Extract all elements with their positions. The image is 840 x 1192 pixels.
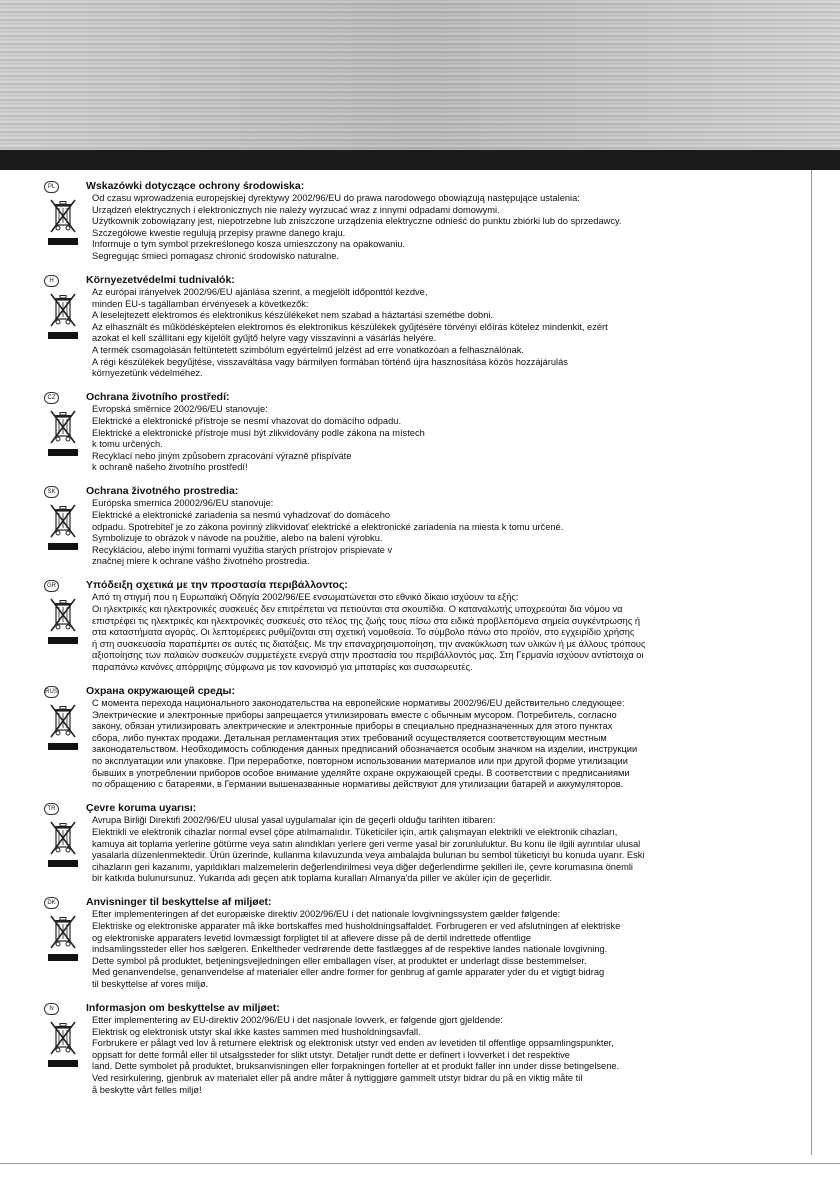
- body-line: Elektrisk og elektronisk utstyr skal ikke kastes sammen med husholdningsavfall.: [92, 1026, 421, 1037]
- body-line: yasalarla düzenlenmektedir. Ürün üzerinde, kullanma kılavuzunda veya ambalajda bulunan bu sembol tüketiciyi bu konuda uyarır. Eski: [92, 850, 645, 861]
- language-code-badge: GR: [44, 580, 59, 592]
- body-line: og elektroniske apparaters levetid lovmæssigt forpligtet til at aflevere disse på de dertil indrettede offentlige: [92, 932, 532, 943]
- language-code-badge: N: [44, 1003, 59, 1015]
- body-line: Elektrické a elektronické zariadenia sa nesmú vyhadzovať do domáceho: [92, 509, 391, 520]
- bin-underbar: [48, 743, 78, 750]
- body-line: Od czasu wprowadzenia europejskiej dyrektywy 2002/96/EU do prawa narodowego obowiązują następujące ustalenia:: [92, 193, 580, 203]
- language-code-badge: PL: [44, 181, 59, 193]
- section-title: Környezetvédelmi tudnivalók:: [86, 274, 235, 287]
- body-line: til beskyttelse af vores miljø.: [92, 978, 209, 989]
- body-line: αξιοποίησης των παλαιών συσκευών συμμετέχετε ενεργά στην προστασία του περιβάλλοντός μας. Στη Γερμανία ισχύουν αντίστοιχα οι: [92, 650, 644, 661]
- section-body: [92, 498, 664, 568]
- body-line: å beskytte vårt felles miljø!: [92, 1084, 202, 1095]
- crossed-bin-icon: [48, 913, 78, 955]
- section-title: Informasjon om beskyttelse av miljøet:: [86, 1002, 280, 1015]
- body-line: minden EU-s tagállamban érvényesek a következők:: [92, 298, 309, 309]
- body-line: законодательством. Необходимость соблюдения данных предписаний обозначается особым значком на изделии, инструкции: [92, 744, 638, 755]
- body-line: Ved resirkulering, gjenbruk av materialet eller på andre måter å nyttiggjøre gammelt utstyr bidrar du på en viktig måte til: [92, 1073, 583, 1084]
- body-line: Európska smernica 20002/96/EU stanovuje:: [92, 498, 274, 509]
- body-line: oppsatt for dette formål eller til utsalgssteder for slikt utstyr. Detaljer rundt dette er definert i lovverket i det respektive: [92, 1049, 570, 1060]
- bin-underbar: [48, 238, 78, 245]
- body-line: Elektrické a elektronické přístroje musí být zlikvidovány podle zákona na místech: [92, 427, 425, 438]
- body-line: Symbolizuje to obrázok v návode na použitie, alebo na balení výrobku.: [92, 533, 383, 544]
- body-line: odpadu. Spotrebiteľ je zo zákona povinný zlikvidovať elektrické a elektronické zariadenia na miesta k tomu určené.: [92, 521, 564, 532]
- body-line: Szczegółowe kwestie regulują przepisy prawne danego kraju.: [92, 227, 346, 238]
- bin-underbar: [48, 449, 78, 456]
- body-line: Recykláciou, alebo inými formami využitia starých prístrojov prispievate v: [92, 544, 393, 555]
- body-line: k ochraně našeho životního prostředí!: [92, 462, 248, 473]
- body-line: Elektrické a elektronické přístroje se nesmí vhazovat do domácího odpadu.: [92, 415, 402, 426]
- crossed-bin-icon: [48, 819, 78, 861]
- body-line: επιστρέφει τις ηλεκτρικές και ηλεκτρονικές συσκευές στο τέλος της ζωής τους πίσω στα ειδικά προβλεπόμενα σημεία συγκέντρωσης ή: [92, 615, 641, 626]
- body-line: στα καταστήματα αγοράς. Οι λεπτομέρειες ρυθμίζονται στη σχετική νομοθεσία. Το σύμβολο πάνω στο προϊόν, στο εγχειρίδιο χρήσης: [92, 627, 635, 638]
- language-code-badge: H: [44, 275, 59, 287]
- body-line: бывших в употреблении приборов особое внимание уделяйте охране окружающей среды. В соответствии с предписаниями: [92, 767, 630, 778]
- language-section: [44, 579, 664, 673]
- section-title: Охрана окружающей среды:: [86, 685, 235, 698]
- body-line: Urządzeń elektrycznych i elektronicznych nie należy wyrzucać wraz z innymi odpadami domowymi.: [92, 204, 500, 215]
- margin-rule: [811, 170, 812, 1155]
- body-line: закону, обязан утилизировать электрические и электронные приборы в специально предназначенных для этого пунктах: [92, 721, 613, 732]
- crossed-bin-icon: [48, 1019, 78, 1061]
- body-line: környezetünk védelméhez.: [92, 368, 203, 379]
- language-section: [44, 485, 664, 568]
- language-section: [44, 685, 664, 791]
- body-line: Elektrikli ve elektronik cihazlar normal evsel çöpe atılmamalıdır. Tüketiciler için, artık çalışmayan elektrikli ve elektronik cihazları,: [92, 826, 618, 837]
- crossed-bin-icon: [48, 596, 78, 638]
- section-body: [92, 815, 664, 885]
- language-section: [44, 180, 664, 263]
- crossed-bin-icon: [48, 702, 78, 744]
- bin-underbar: [48, 332, 78, 339]
- body-line: Efter implementeringen af det europæiske direktiv 2002/96/EU i det nationale lovgivningssystem gælder følgende:: [92, 909, 561, 920]
- body-line: A termék csomagolásán feltüntetett szimbólum egyértelmű jelzést ad erre vonatkozóan a felhasználónak.: [92, 345, 525, 356]
- crossed-bin-icon: [48, 502, 78, 544]
- bin-underbar: [48, 954, 78, 961]
- language-code-badge: SK: [44, 486, 59, 498]
- section-title: Υπόδειξη σχετικά με την προστασία περιβάλλοντος:: [86, 579, 348, 592]
- body-line: bir katkıda bulunursunuz. Yukarıda adı geçen atık toplama kuralları Almanya'da piller ve aküler için de geçerlidir.: [92, 873, 552, 884]
- bin-underbar: [48, 637, 78, 644]
- section-body: [92, 592, 664, 673]
- language-section: [44, 274, 664, 380]
- body-line: по эксплуатации или упаковке. При переработке, повторном использовании материалов или при другой форме утилизации: [92, 756, 628, 767]
- body-line: cihazların geri kazanımı, yapıldıkları malzemelerin değerlendirilmesi veya diğer değerlendirme şekilleri ile, çevre korumasına önemli: [92, 861, 633, 872]
- body-line: сбора, либо пунктах продажи. Детальная регламентация этих требований осуществляется соответствующим местным: [92, 732, 607, 743]
- body-line: Użytkownik zobowiązany jest, niepotrzebne lub zniszczone urządzenia elektryczne odnieść do punktu zbiórki lub do sprzedawcy.: [92, 216, 622, 227]
- section-body: [92, 287, 664, 380]
- footer-rule: [0, 1163, 840, 1164]
- crossed-bin-icon: [48, 291, 78, 333]
- section-title: Anvisninger til beskyttelse af miljøet:: [86, 896, 272, 909]
- body-line: indsamlingssteder eller hos sælgeren. Enkeltheder vedrørende dette fastlægges af de respektive landes nationale lovgivning.: [92, 944, 608, 955]
- body-line: Az elhasznált és működésképtelen elektromos és elektronikus készülékek gyűjtésére törvényi előírás kötelez mindenkit, ezért: [92, 321, 608, 332]
- language-code-badge: RUS: [44, 686, 59, 698]
- body-line: značnej miere k ochrane vášho životného prostredia.: [92, 556, 310, 567]
- body-line: С момента перехода национального законодательства на европейские нормативы 2002/96/EU действительно следующее:: [92, 698, 625, 709]
- body-line: Avrupa Birliği Direktifi 2002/96/EU ulusal yasal uygulamalar için de geçerli olduğu tarihten itibaren:: [92, 815, 496, 826]
- section-body: [92, 404, 664, 474]
- section-body: [92, 909, 664, 990]
- body-line: Evropská směrnice 2002/96/EU stanovuje:: [92, 404, 268, 415]
- section-title: Ochrana životního prostředí:: [86, 391, 230, 404]
- body-line: Etter implementering av EU-direktiv 2002/96/EU i det nasjonale lovverk, er følgende gjort gjeldende:: [92, 1015, 503, 1026]
- body-line: Электрические и электронные приборы запрещается утилизировать вместе с обычным мусором. Потребитель, согласно: [92, 709, 617, 720]
- body-line: k tomu určených.: [92, 439, 163, 450]
- language-section: [44, 391, 664, 474]
- body-line: land. Dette symbolet på produktet, bruksanvisningen eller forpakningen forteller at et produkt faller inn under disse betingelsene.: [92, 1061, 620, 1072]
- body-line: A régi készülékek begyűjtése, visszaváltása vagy bármilyen formában történő újra hasznosítása közös hozzájárulás: [92, 356, 568, 367]
- body-line: παραπάνω κανόνες απόρριψης σύμφωνα με τον κανονισμό για μπαταρίες και συσσωρευτές.: [92, 662, 473, 672]
- crossed-bin-icon: [48, 408, 78, 450]
- section-body: [92, 1015, 664, 1096]
- crossed-bin-icon: [48, 197, 78, 239]
- body-line: Med genanvendelse, genanvendelse af materialer eller andre former for genbrug af gamle apparater yder du et vigtigt bidrag: [92, 967, 605, 978]
- section-title: Çevre koruma uyarısı:: [86, 802, 197, 815]
- body-line: Elektriske og elektroniske apparater må ikke bortskaffes med husholdningsaffaldet. Forbrugeren er ved afslutningen af elektriske: [92, 921, 621, 931]
- bin-underbar: [48, 543, 78, 550]
- body-line: Από τη στιγμή που η Ευρωπαϊκή Οδηγία 2002/96/ΕΕ ενσωματώνεται στο εθνικό δίκαιο ισχύουν τα εξής:: [92, 592, 519, 603]
- body-line: Informuje o tym symbol przekreślonego kosza umieszczony na opakowaniu.: [92, 239, 406, 250]
- body-line: Οι ηλεκτρικές και ηλεκτρονικές συσκευές δεν επιτρέπεται να πετιούνται στα σκουπίδια. Ο καταναλωτής υποχρεούται δια νόμου να: [92, 604, 623, 615]
- language-code-badge: CZ: [44, 392, 59, 404]
- header-banner: [0, 0, 840, 150]
- body-line: azokat el kell szállítani egy kijelölt gyűjtő helyre vagy visszavinni a vásárlás helyére.: [92, 333, 437, 344]
- section-body: [92, 698, 664, 791]
- language-section: [44, 896, 664, 990]
- body-line: ή στη συσκευασία παραπέμπει σε αυτές τις διατάξεις. Με την επαναχρησιμοποίηση, την ανακύκλωση των υλικών ή με άλλους τρόπους: [92, 638, 646, 649]
- body-line: A leselejtezett elektromos és elektronikus készülékeket nem szabad a háztartási szemétbe dobni.: [92, 310, 494, 321]
- body-line: Forbrukere er pålagt ved lov å returnere elektrisk og elektronisk utstyr ved enden av levetiden til offentlige oppsamlingspunkter,: [92, 1038, 614, 1049]
- body-line: по обращению с батареями, в Германии вышеназванные нормативы действуют для утилизации батарей и аккумуляторов.: [92, 779, 624, 790]
- bin-underbar: [48, 860, 78, 867]
- body-line: kamuya ait toplama yerlerine götürme veya satın alındıkları yerlere geri verme yasal bir zorunluluktur. Bu konu ile ilgili ayrıntılar ulusal: [92, 838, 641, 849]
- body-line: Segregując śmieci pomagasz chronić środowisko naturalne.: [92, 250, 340, 261]
- section-body: [92, 193, 664, 263]
- language-code-badge: DK: [44, 897, 59, 909]
- document-body: [44, 180, 664, 1108]
- bin-underbar: [48, 1060, 78, 1067]
- body-line: Dette symbol på produktet, betjeningsvejledningen eller emballagen viser, at produktet er underlagt disse bestemmelser.: [92, 955, 587, 966]
- language-section: [44, 802, 664, 885]
- body-line: Az európai irányelvek 2002/96/EU ajánlása szerint, a megjelölt időponttól kezdve,: [92, 287, 428, 298]
- language-section: [44, 1002, 664, 1096]
- section-title: Ochrana životného prostredia:: [86, 485, 239, 498]
- header-bar: [0, 150, 840, 170]
- section-title: Wskazówki dotyczące ochrony środowiska:: [86, 180, 305, 192]
- body-line: Recyklací nebo jiným způsobem zpracování výrazně přispíváte: [92, 450, 352, 461]
- language-code-badge: TR: [44, 803, 59, 815]
